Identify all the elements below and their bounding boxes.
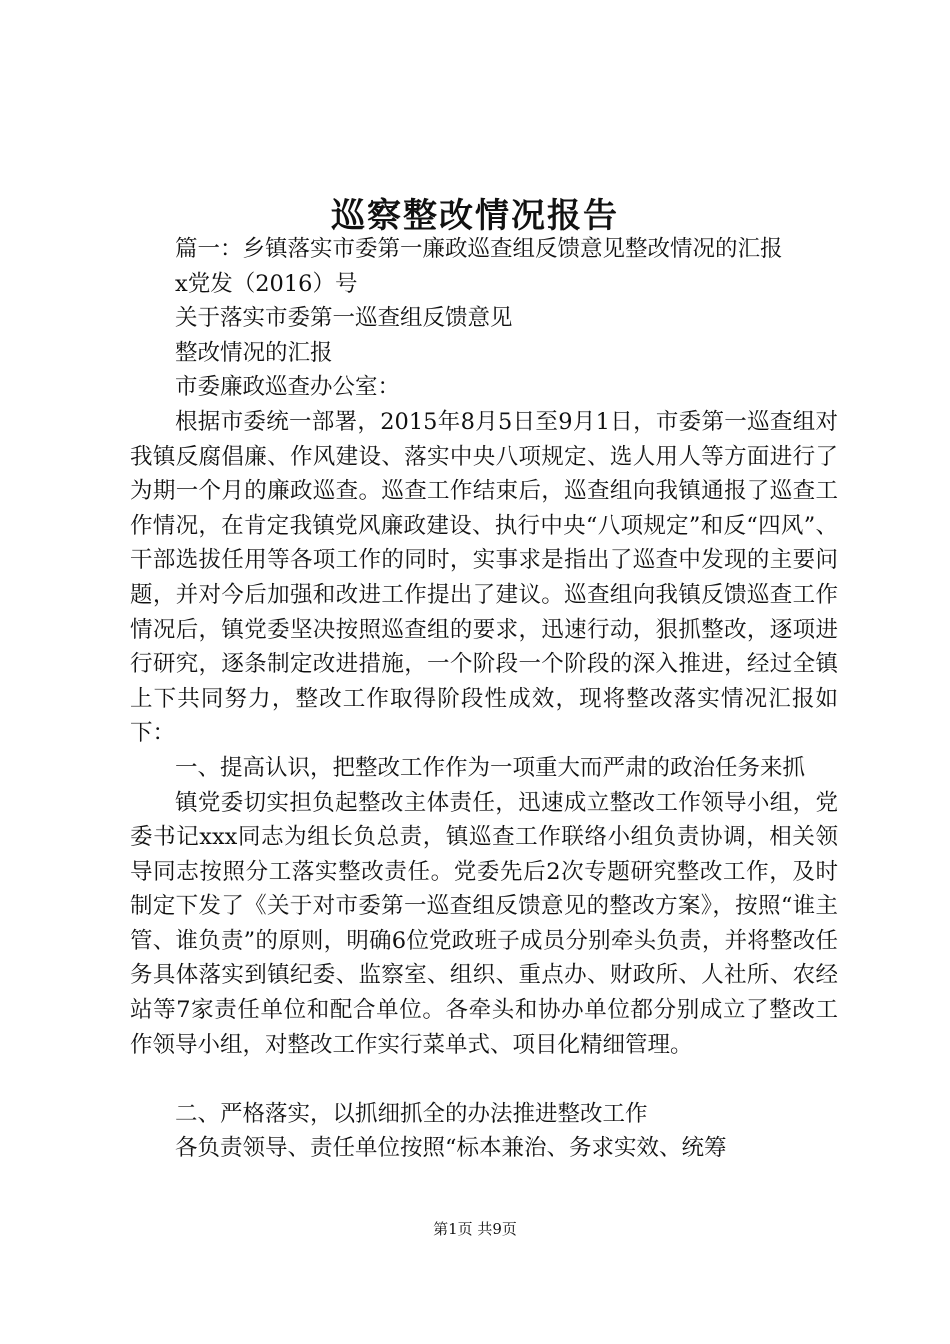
paragraph-section-two-heading: 二、严格落实，以抓细抓全的办法推进整改工作	[175, 1100, 648, 1127]
paragraph-section-one-heading: 一、提高认识，把整改工作作为一项重大而严肃的政治任务来抓	[175, 754, 806, 781]
document-title: 巡察整改情况报告	[331, 196, 619, 236]
paragraph-section-one-body: 镇党委切实担负起整改主体责任，迅速成立整改工作领导小组，党委书记xxx同志为组长负总责，镇巡查工作联络小组负责协调，相关领导同志按照分工落实整改责任。党委先后2次专题研究整改工作，及时制定下发了《关于对市委第一巡查组反馈意见的整改方案》，按照“谁主管、谁负责”的原则，明确6位党政班子成员分别牵头负责，并将整改任务具体落实到镇纪委、监察室、组织、重点办、财政所、人社所、农经站等7家责任单位和配合单位。各牵头和协办单位都分别成立了整改工作领导小组，对整改工作实行菜单式、项目化精细管理。	[130, 789, 838, 1058]
paragraph-heading-part-one: 篇一：乡镇落实市委第一廉政巡查组反馈意见整改情况的汇报	[175, 236, 783, 262]
paragraph-intro: 根据市委统一部署，2015年8月5日至9月1日，市委第一巡查组对我镇反腐倡廉、作风建设、落实中央八项规定、选人用人等方面进行了为期一个月的廉政巡查。巡查工作结束后，巡查组向我镇通报了巡查工作情况，在肯定我镇党风廉政建设、执行中央“八项规定”和反“四风”、干部选拔任用等各项工作的同时，实事求是指出了巡查中发现的主要问题，并对今后加强和改进工作提出了建议。巡查组向我镇反馈巡查工作情况后，镇党委坚决按照巡查组的要求，迅速行动，狠抓整改，逐项进行研究，逐条制定改进措施，一个阶段一个阶段的深入推进，经过全镇上下共同努力，整改工作取得阶段性成效，现将整改落实情况汇报如下：	[130, 408, 838, 747]
document-body	[130, 232, 838, 1166]
paragraph-addressee: 市委廉政巡查办公室：	[175, 374, 401, 401]
page-footer: 第1页 共9页	[433, 1220, 517, 1238]
paragraph-section-two-body: 各负责领导、责任单位按照“标本兼治、务求实效、统筹	[175, 1135, 727, 1162]
paragraph-report-title-line-2: 整改情况的汇报	[175, 339, 333, 366]
paragraph-document-number: x党发（2016）号	[175, 270, 358, 297]
paragraph-report-title-line-1: 关于落实市委第一巡查组反馈意见	[175, 305, 513, 332]
